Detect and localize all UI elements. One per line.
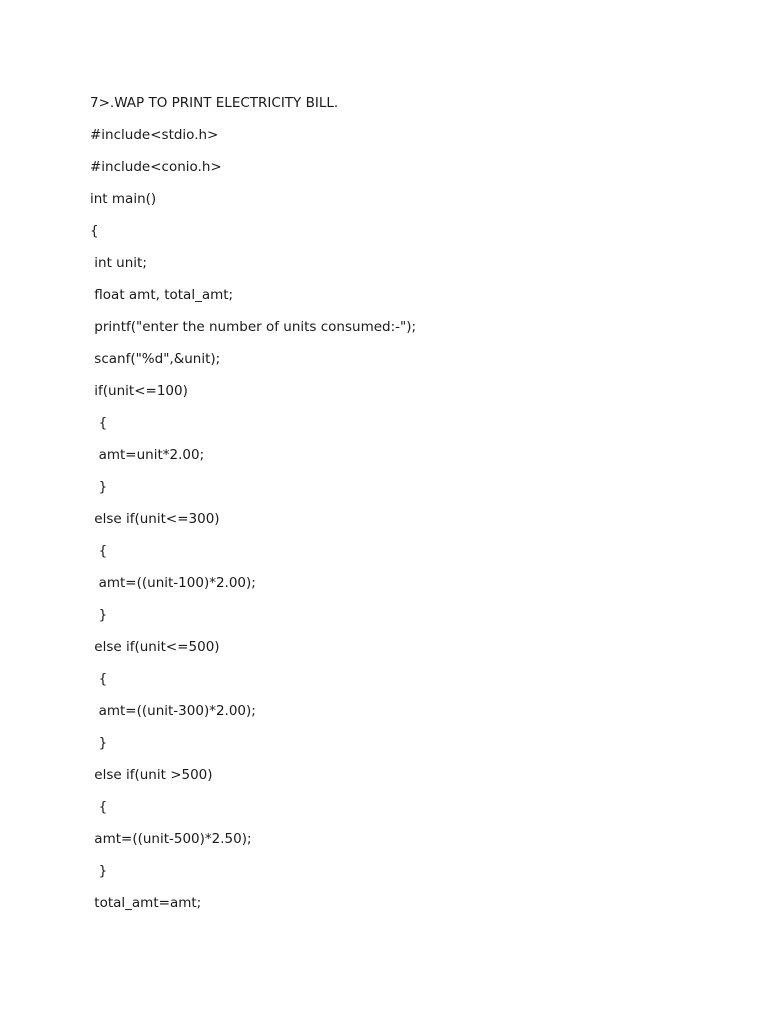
code-line-24: } [90, 863, 108, 879]
code-line-22: { [90, 799, 108, 815]
code-line-3: int main() [90, 191, 157, 207]
code-line-1: #include<stdio.h> [90, 127, 219, 143]
document-title: 7>.WAP TO PRINT ELECTRICITY BILL. [90, 95, 339, 111]
code-line-15: amt=((unit-100)*2.00); [90, 575, 256, 591]
code-line-9: if(unit<=100) [90, 383, 188, 399]
code-line-17: else if(unit<=500) [90, 639, 220, 655]
code-line-2: #include<conio.h> [90, 159, 222, 175]
code-line-4: { [90, 223, 99, 239]
code-line-7: printf("enter the number of units consumed:-"); [90, 319, 417, 335]
code-line-19: amt=((unit-300)*2.00); [90, 703, 256, 719]
code-line-12: } [90, 479, 108, 495]
code-line-11: amt=unit*2.00; [90, 447, 205, 463]
code-line-10: { [90, 415, 108, 431]
code-line-16: } [90, 607, 108, 623]
code-line-8: scanf("%d",&unit); [90, 351, 221, 367]
code-line-13: else if(unit<=300) [90, 511, 220, 527]
code-line-23: amt=((unit-500)*2.50); [90, 831, 252, 847]
code-line-6: float amt, total_amt; [90, 287, 234, 303]
code-line-21: else if(unit >500) [90, 767, 213, 783]
code-line-18: { [90, 671, 108, 687]
code-line-20: } [90, 735, 108, 751]
code-line-14: { [90, 543, 108, 559]
code-line-5: int unit; [90, 255, 147, 271]
code-line-25: total_amt=amt; [90, 895, 202, 911]
